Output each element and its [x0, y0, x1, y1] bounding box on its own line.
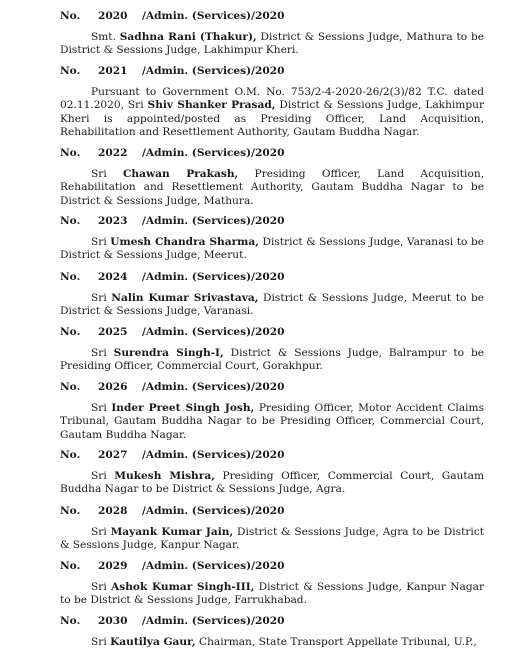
order-text-pre: Sri — [91, 635, 111, 648]
order-ref: /Admin. (Services)/2020 — [142, 10, 285, 22]
order-number: 2025 — [98, 326, 128, 338]
order-text-post: District & Sessions Judge, Meerut to be District & Sessions Judge, Varanasi. — [60, 291, 484, 318]
order-ref: /Admin. (Services)/2020 — [142, 326, 285, 338]
order-text-post: Presiding Officer, Commercial Court, Gautam Buddha Nagar to be District & Sessions Judge, Agra. — [60, 469, 485, 496]
order-text — [60, 236, 484, 263]
no-label: No. — [60, 615, 81, 627]
order-text-pre: Smt. — [91, 30, 120, 43]
order-text-post: District & Sessions Judge, Agra to be District & Sessions Judge, Kanpur Nagar. — [60, 525, 485, 552]
order-text-pre: Sri — [91, 469, 115, 482]
officer-name: Mukesh Mishra, — [114, 469, 215, 482]
officer-name: Ashok Kumar Singh-III, — [111, 580, 255, 593]
order-number: 2030 — [98, 615, 128, 627]
order-number: 2027 — [98, 449, 128, 461]
order-text-post: District & Sessions Judge, Kanpur Nagar to be District & Sessions Judge, Farrukhabad. — [60, 580, 485, 607]
no-label: No. — [60, 215, 81, 227]
no-label: No. — [60, 10, 81, 22]
order-2026 — [60, 381, 484, 442]
order-text — [60, 86, 484, 140]
order-text-pre: Sri — [91, 525, 111, 538]
order-number: 2029 — [98, 560, 128, 572]
order-ref: /Admin. (Services)/2020 — [142, 65, 285, 77]
order-2021 — [60, 65, 484, 140]
order-number-line — [60, 615, 484, 629]
order-number-line — [60, 449, 484, 463]
order-ref: /Admin. (Services)/2020 — [142, 147, 285, 159]
order-2023 — [60, 215, 484, 263]
officer-name: Chawan Prakash, — [122, 167, 239, 180]
order-text-post: District & Sessions Judge, Mathura to be District & Sessions Judge, Lakhimpur Kheri. — [60, 30, 485, 57]
order-text — [60, 636, 484, 650]
order-number: 2023 — [98, 215, 128, 227]
order-2028 — [60, 505, 484, 553]
order-text-pre: Sri — [91, 167, 123, 180]
order-text-pre: Sri — [91, 401, 112, 414]
order-text-pre: Sri — [91, 346, 114, 359]
order-number-line — [60, 381, 484, 395]
order-text — [60, 402, 484, 443]
order-number: 2020 — [98, 10, 128, 22]
order-text-post: Chairman, State Transport Appellate Tribunal, U.P., — [195, 635, 477, 648]
officer-name: Kautilya Gaur, — [110, 635, 196, 648]
order-number: 2022 — [98, 147, 128, 159]
order-ref: /Admin. (Services)/2020 — [142, 215, 285, 227]
officer-name: Nalin Kumar Srivastava, — [111, 291, 259, 304]
order-text — [60, 347, 484, 374]
order-text — [60, 470, 484, 497]
order-text-pre: Sri — [91, 580, 112, 593]
order-number-line — [60, 505, 484, 519]
order-number-line — [60, 215, 484, 229]
order-number: 2021 — [98, 65, 128, 77]
no-label: No. — [60, 326, 81, 338]
order-2024 — [60, 271, 484, 319]
order-2030 — [60, 615, 484, 649]
order-number-line — [60, 65, 484, 79]
order-ref: /Admin. (Services)/2020 — [142, 560, 285, 572]
order-number-line — [60, 147, 484, 161]
order-text — [60, 526, 484, 553]
order-text-post: Presiding Officer, Motor Accident Claims Tribunal, Gautam Buddha Nagar to be Presiding Officer, Commercial Court, Gautam Buddha Nagar. — [60, 401, 485, 441]
order-text — [60, 581, 484, 608]
order-ref: /Admin. (Services)/2020 — [142, 505, 285, 517]
officer-name: Sadhna Rani (Thakur), — [119, 30, 257, 43]
no-label: No. — [60, 381, 81, 393]
order-text-post: District & Sessions Judge, Balrampur to be Presiding Officer, Commercial Court, Gorakhpur. — [60, 346, 484, 373]
order-text — [60, 168, 484, 209]
order-text-post: Presiding Officer, Land Acquisition, Rehabilitation and Resettlement Authority, Gautam Buddha Nagar to be District & Sessions Judge, Mathura. — [60, 167, 485, 207]
order-text-post: District & Sessions Judge, Lakhimpur Kheri is appointed/posted as Presiding Officer, Land Acquisition, Rehabilitation and Resettlement Authority, Gautam Buddha Nagar. — [60, 99, 485, 139]
order-number-line — [60, 560, 484, 574]
order-ref: /Admin. (Services)/2020 — [142, 449, 285, 461]
order-number: 2028 — [98, 505, 128, 517]
order-text-pre: Sri — [91, 291, 112, 304]
order-text-pre: Pursuant to Government O.M. No. 753/2-4-2020-26/2(3)/82 T.C. dated 02.11.2020, Sri — [60, 85, 484, 112]
order-2020 — [60, 10, 484, 58]
order-text-pre: Sri — [91, 235, 111, 248]
order-text-post: District & Sessions Judge, Varanasi to be District & Sessions Judge, Meerut. — [60, 235, 485, 262]
order-text — [60, 31, 484, 58]
order-ref: /Admin. (Services)/2020 — [142, 381, 285, 393]
order-ref: /Admin. (Services)/2020 — [142, 271, 285, 283]
order-number-line — [60, 10, 484, 24]
order-2027 — [60, 449, 484, 497]
officer-name: Mayank Kumar Jain, — [110, 525, 234, 538]
order-number: 2024 — [98, 271, 128, 283]
no-label: No. — [60, 147, 81, 159]
no-label: No. — [60, 65, 81, 77]
order-2029 — [60, 560, 484, 608]
order-2025 — [60, 326, 484, 374]
no-label: No. — [60, 271, 81, 283]
no-label: No. — [60, 505, 81, 517]
officer-name: Shiv Shanker Prasad, — [147, 99, 276, 112]
order-number: 2026 — [98, 381, 128, 393]
no-label: No. — [60, 560, 81, 572]
officer-name: Surendra Singh-I, — [113, 346, 224, 359]
order-number-line — [60, 271, 484, 285]
order-ref: /Admin. (Services)/2020 — [142, 615, 285, 627]
order-number-line — [60, 326, 484, 340]
no-label: No. — [60, 449, 81, 461]
officer-name: Umesh Chandra Sharma, — [110, 235, 259, 248]
officer-name: Inder Preet Singh Josh, — [111, 401, 255, 414]
order-text — [60, 292, 484, 319]
order-2022 — [60, 147, 484, 208]
